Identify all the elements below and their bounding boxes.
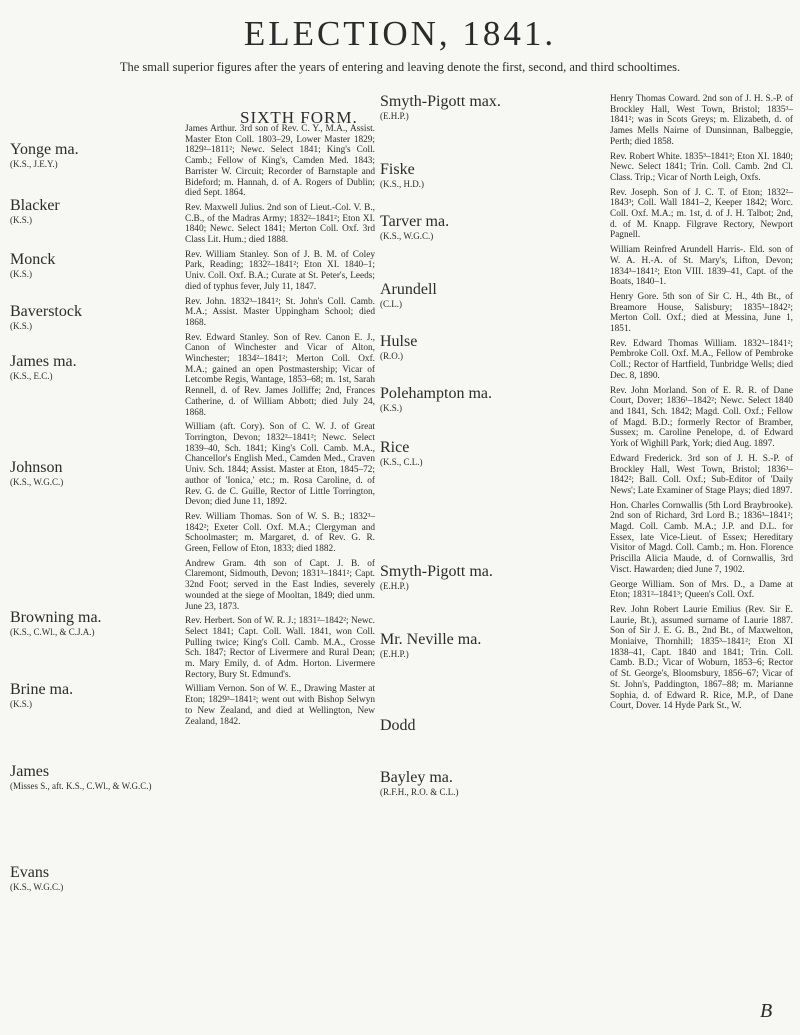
name-text: Dodd bbox=[380, 717, 416, 734]
house-text: (K.S.) bbox=[10, 215, 32, 225]
left-entries-column bbox=[185, 124, 375, 731]
name-entry bbox=[380, 564, 493, 592]
name-entry bbox=[380, 440, 423, 468]
right-entries-column bbox=[610, 94, 793, 716]
name-entry bbox=[10, 865, 63, 893]
biography-entry: Henry Gore. 5th son of Sir C. H., 4th Bt., of Breamore House, Salisbury; 1835³–1842²; Merton Coll. Oxf.; died at Messina, June 1, 1851. bbox=[610, 291, 793, 335]
name-entry bbox=[10, 764, 152, 792]
name-text: Baverstock bbox=[10, 303, 82, 320]
name-entry bbox=[10, 198, 60, 226]
house-text: (R.O.) bbox=[380, 351, 403, 361]
house-text: (E.H.P.) bbox=[380, 581, 409, 591]
house-text: (K.S., C.Wl., & C.J.A.) bbox=[10, 627, 95, 637]
biography-entry: Rev. John. 1832³–1841²; St. John's Coll. Camb. M.A.; Assist. Master Uppingham School; died 1868. bbox=[185, 296, 375, 328]
name-text: Johnson bbox=[10, 459, 63, 476]
name-text: Browning ma. bbox=[10, 609, 102, 626]
name-entry bbox=[10, 304, 82, 332]
biography-entry: George William. Son of Mrs. D., a Dame at Eton; 1831²–1841³; Queen's Coll. Oxf. bbox=[610, 579, 793, 601]
house-text: (C.L.) bbox=[380, 299, 402, 309]
name-entry bbox=[10, 252, 55, 280]
name-entry bbox=[380, 632, 481, 660]
name-entry bbox=[380, 386, 492, 414]
biography-entry: James Arthur. 3rd son of Rev. C. Y., M.A., Assist. Master Eton Coll. 1803–29, Lower Master 1829; 1829²–1811²; Newc. Select 1841; King's Coll. Camb.; Fellow of King's, Camden Med. 1843; Barrister W. Circuit; Recorder of Barnstaple and Bideford; m. Hannah, d. of A. Rogers of Dublin; died Sept. 1864. bbox=[185, 124, 375, 199]
biography-entry: Rev. William Stanley. Son of J. B. M. of Coley Park, Reading; 1832²–1841²; Eton XI. 1840–1; Univ. Coll. Oxf. B.A.; Curate at St. Peter's, Leeds; died of typhus fever, July 11, 1847. bbox=[185, 249, 375, 292]
name-text: Evans bbox=[10, 864, 50, 881]
name-text: Fiske bbox=[380, 161, 415, 178]
biography-entry: Rev. Robert White. 1835³–1841²; Eton XI. 1840; Newc. Select 1841; Trin. Coll. Camb. 2nd Cl. Class. Trip.; Vicar of North Leigh, Oxfs. bbox=[610, 151, 793, 183]
biography-entry: Edward Frederick. 3rd son of J. H. S.-P. of Brockley Hall, West Town, Bristol; 1836³–1842²; Ball. Coll. Oxf.; Sub-Editor of 'Daily News'; Late Examiner of Stage Plays; died 1897. bbox=[610, 453, 793, 496]
name-text: James bbox=[10, 763, 50, 780]
house-text: (K.S., W.G.C.) bbox=[10, 882, 64, 892]
subtitle: The small superior figures after the years of entering and leaving denote the first, second, and third schooltimes. bbox=[119, 60, 681, 74]
name-text: Tarver ma. bbox=[380, 213, 450, 230]
house-text: (K.S.) bbox=[10, 321, 32, 331]
biography-entry: Rev. John Morland. Son of E. R. R. of Dane Court, Dover; 1836¹–1842²; Newc. Select 1840 and 1841, Sch. 1842; Magd. Coll. Oxf.; Fellow of Magd. B.D.; formerly Rector of Bramber, Sussex; m. Caroline Penelope, d. of Edward York of Wighill Park, York; died Aug. 1897. bbox=[610, 385, 793, 450]
house-text: (K.S., W.G.C.) bbox=[10, 477, 64, 487]
biography-entry: William Vernon. Son of W. E., Drawing Master at Eton; 1829³–1841²; went out with Bishop Selwyn to New Zealand, and died at Wellington, New Zealand, 1842. bbox=[185, 684, 375, 727]
name-entry bbox=[380, 770, 459, 798]
house-text: (Misses S., aft. K.S., C.Wl., & W.G.C.) bbox=[10, 781, 152, 791]
house-text: (K.S., E.C.) bbox=[10, 371, 53, 381]
name-entry bbox=[380, 282, 437, 310]
name-entry bbox=[10, 142, 79, 170]
name-text: Brine ma. bbox=[10, 681, 74, 698]
biography-entry: Henry Thomas Coward. 2nd son of J. H. S.-P. of Brockley Hall, West Town, Bristol; 1835³–1841²; was in Scots Greys; m. Elizabeth, d. of James Mells Nairne of Dunsinnan, Balbeggie, Perth; died 1858. bbox=[610, 94, 793, 147]
house-text: (K.S.) bbox=[380, 403, 402, 413]
name-text: Smyth-Pigott max. bbox=[380, 93, 501, 110]
biography-entry: Rev. Edward Stanley. Son of Rev. Canon E. J., Canon of Winchester and Vicar of Alton, Winchester; 1834²–1841²; Merton Coll. Oxf. M.A.; gained an open Postmastership; Vicar of Letcombe Regis, Wantage, 1853–68; m. 1st, Sarah Rennell, d. of Rev. James Jolliffe; 2nd, Frances Catherine, d. of William Abbott; died July 24, 1868. bbox=[185, 332, 375, 418]
biography-entry: Rev. William Thomas. Son of W. S. B.; 1832³–1842²; Exeter Coll. Oxf. M.A.; Clergyman and Schoolmaster; m. Margaret, d. of Rev. G. R. Green, Fellow of Eton, 1833; died 1882. bbox=[185, 511, 375, 555]
name-entry bbox=[10, 460, 63, 488]
name-text: Hulse bbox=[380, 333, 418, 350]
name-text: James ma. bbox=[10, 353, 77, 370]
name-entry bbox=[10, 354, 77, 382]
house-text: (E.H.P.) bbox=[380, 649, 409, 659]
house-text: (R.F.H., R.O. & C.L.) bbox=[380, 787, 459, 797]
name-text: Mr. Neville ma. bbox=[380, 631, 482, 648]
biography-entry: Rev. Joseph. Son of J. C. T. of Eton; 1832²–1843³; Coll. Wall 1841–2, Keeper 1842; Worc. Coll. Oxf. M.A.; m. 1st, d. of J. H. Talbot; 2nd, d. of M. Knapp. Filgrave Rectory, Newport Pagnell. bbox=[610, 187, 793, 241]
name-text: Yonge ma. bbox=[10, 141, 79, 158]
name-text: Smyth-Pigott ma. bbox=[380, 563, 493, 580]
biography-entry: Rev. Edward Thomas William. 1832³–1841²; Pembroke Coll. Oxf. M.A., Fellow of Pembroke Coll.; Rector of Hartfield, Tunbridge Wells; died Dec. 8, 1890. bbox=[610, 338, 793, 381]
name-text: Rice bbox=[380, 439, 410, 456]
biography-entry: Hon. Charles Cornwallis (5th Lord Braybrooke). 2nd son of Richard, 3rd Lord B.; 1836³–1841²; Magd. Coll. Camb. M.A.; J.P. and D.L. for Essex, late Vice-Lieut. of Essex; Hereditary Visitor of Magd. Coll. Camb.; m. Hon. Florence Priscilla Alicia Maude, d. of Cornwallis, 3rd Visct. Hawarden; died June 7, 1902. bbox=[610, 500, 793, 575]
name-text: Polehampton ma. bbox=[380, 385, 492, 402]
biography-entry: Rev. Herbert. Son of W. R. J.; 1831²–1842²; Newc. Select 1841; Capt. Coll. Wall. 1841, won Coll. Pulling twice; King's Coll. Camb. M.A., Crosse Sch. 1847; Rector of Livermere and Rural Dean; m. Mary Emily, d. of Adm. Horton. Livermere Rectory, Bury St. Edmund's. bbox=[185, 616, 375, 680]
name-text: Bayley ma. bbox=[380, 769, 453, 786]
biography-entry: Andrew Gram. 4th son of Capt. J. B. of Claremont, Sidmouth, Devon; 1831³–1841²; Capt. 32nd Foot; served in the East Indies, severely wounded at the siege of Mooltan, 1849; died unm. June 23, 1873. bbox=[185, 558, 375, 612]
name-entry bbox=[380, 214, 449, 242]
house-text: (K.S.) bbox=[10, 699, 32, 709]
page-title: ELECTION, 1841. bbox=[243, 14, 557, 53]
house-text: (K.S.) bbox=[10, 269, 32, 279]
name-text: Blacker bbox=[10, 197, 60, 214]
biography-entry: Rev. John Robert Laurie Emilius (Rev. Sir E. Laurie, Bt.), assumed surname of Laurie 1887. Son of Sir J. E. G. B., 2nd Bt., of Maxwelton, Moniaive, Thornhill; 1835³–1841²; Eton XI 1838–41, Capt. 1840 and 1841; Trin. Coll. Camb. B.D.; Vicar of Woburn, 1853–6; Rector of St. George's, Bloomsbury, 1856–67; Vicar of St. John's, Paddington, 1867–88; m. Marianne Sophia, d. of Edward R. Rice, M.P., of Dane Court, Dover. 14 Hyde Park St., W. bbox=[610, 604, 793, 712]
name-entry bbox=[380, 162, 424, 190]
name-text: Monck bbox=[10, 251, 56, 268]
name-entry bbox=[10, 610, 102, 638]
name-entry bbox=[10, 682, 73, 710]
name-entry bbox=[380, 334, 417, 362]
biography-entry: William Reinfred Arundell Harris-. Eld. son of W. A. H.-A. of St. Mary's, Lifton, Devon; 1834³–1841²; Eton VIII. 1839–41, Capt. of the Boats, 1840–1. bbox=[610, 245, 793, 288]
house-text: (K.S., J.E.Y.) bbox=[10, 159, 58, 169]
section-heading: SIXTH FORM. bbox=[240, 108, 358, 127]
house-text: (K.S., W.G.C.) bbox=[380, 231, 434, 241]
biography-entry: Rev. Maxwell Julius. 2nd son of Lieut.-Col. V. B., C.B., of the Madras Army; 1832²–1841²; Eton XI. 1840; Newc. Select 1841; Merton Coll. Oxf. 3rd Class Lit. Hum.; died 1888. bbox=[185, 202, 375, 246]
house-text: (K.S., H.D.) bbox=[380, 179, 424, 189]
biography-entry: William (aft. Cory). Son of C. W. J. of Great Torrington, Devon; 1832²–1841²; Newc. Select 1839–40, Sch. 1841; King's Coll. Camb. M.A., Chancellor's English Med., Camden Med., Craven Univ. Sch. 1844; Assist. Master at Eton, 1845–72; author of 'Ionica,' etc.; m. Rosa Caroline, d. of Rev. G. de C. Guille, Rector of Little Torrington, Devon; died June 11, 1892. bbox=[185, 422, 375, 508]
name-entry bbox=[380, 94, 501, 122]
signature-mark: B bbox=[760, 1000, 773, 1022]
house-text: (E.H.P.) bbox=[380, 111, 409, 121]
name-text: Arundell bbox=[380, 281, 437, 298]
house-text: (K.S., C.L.) bbox=[380, 457, 423, 467]
name-entry bbox=[380, 718, 416, 734]
